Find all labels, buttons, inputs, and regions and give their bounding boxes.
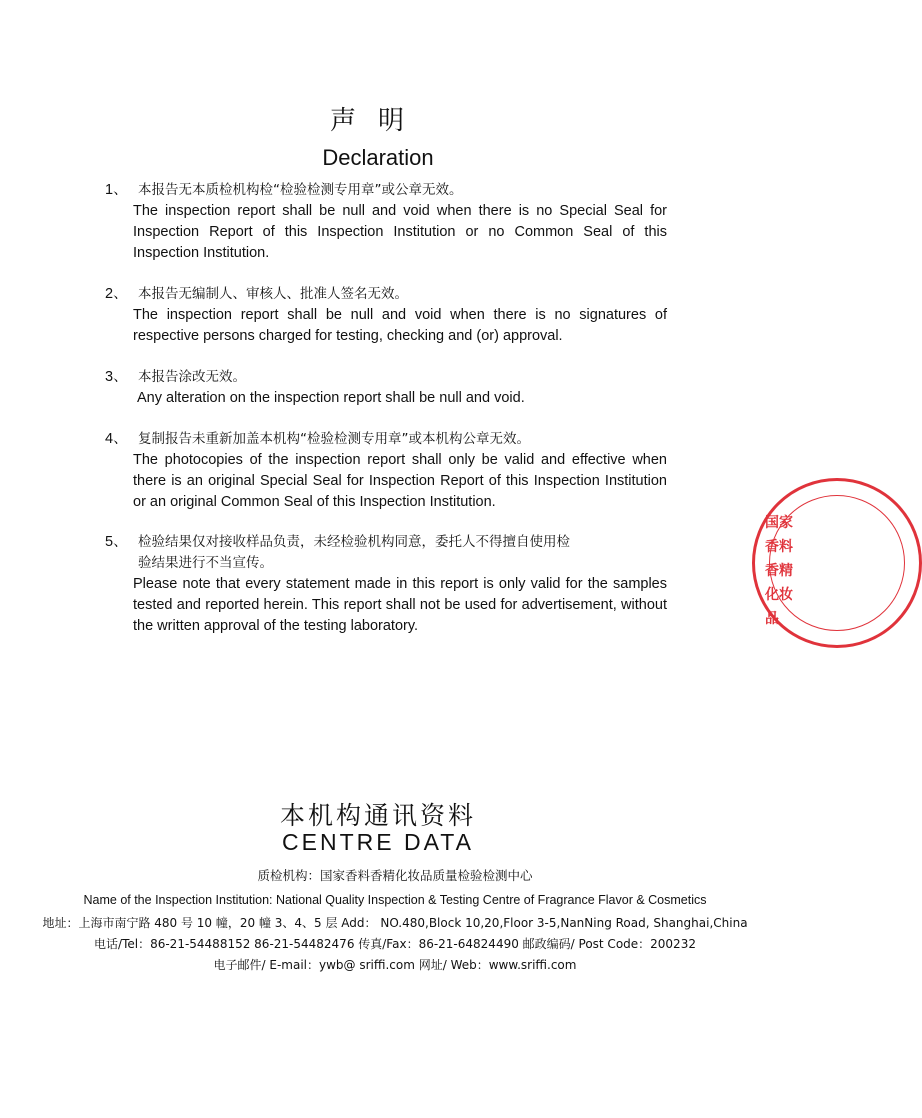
seal-text: 国家香料香精化妆品 bbox=[765, 515, 793, 627]
declaration-item-1 bbox=[105, 180, 667, 264]
item-number: 3、 bbox=[105, 369, 128, 385]
web-line: 电子邮件/ E-mail：ywb@ sriffi.com 网址/ Web：www.sriffi.com bbox=[213, 958, 577, 972]
centre-title-cn: 本机构通讯资料 bbox=[279, 801, 476, 830]
institution-name-cn: 质检机构：国家香料香精化妆品质量检验检测中心 bbox=[257, 868, 533, 883]
item-number: 1、 bbox=[105, 182, 128, 198]
official-seal bbox=[752, 478, 922, 648]
declaration-item-2 bbox=[105, 284, 667, 347]
item-text-en: The inspection report shall be null and void when there is no Special Seal for Inspection Report of this Inspection Institution or no Common Seal of this Inspection Institution. bbox=[133, 203, 667, 261]
item-number: 4、 bbox=[105, 431, 128, 447]
item-number: 5、 bbox=[105, 534, 128, 550]
institution-name-en: Name of the Inspection Institution: National Quality Inspection & Testing Centre of Fragrance Flavor & Cosmetics bbox=[83, 893, 707, 907]
item-text-cn: 本报告无本质检机构检“检验检测专用章”或公章无效。 bbox=[138, 182, 463, 198]
declaration-item-4 bbox=[105, 429, 667, 513]
item-text-en: The photocopies of the inspection report shall only be valid and effective when there is an original Special Seal for Inspection Report of this Inspection Institution or an original Common Seal of this Inspection Institution. bbox=[133, 452, 667, 510]
item-text-cn: 本报告无编制人、审核人、批准人签名无效。 bbox=[138, 286, 408, 302]
declaration-title-en: Declaration bbox=[322, 145, 434, 170]
declaration-item-3 bbox=[105, 367, 667, 409]
item-text-en: The inspection report shall be null and void when there is no signatures of respective persons charged for testing, checking and (or) approval. bbox=[133, 307, 667, 344]
item-text-cn-continued: 验结果进行不当宣传。 bbox=[138, 555, 273, 571]
declaration-title-cn: 声明 bbox=[329, 106, 426, 136]
item-text-cn: 检验结果仅对接收样品负责，未经检验机构同意，委托人不得擅自使用检 bbox=[138, 534, 570, 550]
declaration-item-5 bbox=[105, 532, 667, 637]
item-text-en: Any alteration on the inspection report shall be null and void. bbox=[137, 390, 525, 406]
address-line: 地址：上海市南宁路 480 号 10 幢，20 幢 3、4、5 层 Add： NO.480,Block 10,20,Floor 3-5,NanNing Road, Shanghai,China bbox=[42, 916, 748, 930]
contact-line: 电话/Tel：86-21-54488152 86-21-54482476 传真/Fax：86-21-64824490 邮政编码/ Post Code：200232 bbox=[94, 937, 696, 951]
item-number: 2、 bbox=[105, 286, 128, 302]
item-text-en: Please note that every statement made in this report is only valid for the samples tested and reported herein. This report shall not be used for advertisement, without the written approval of the testing laboratory. bbox=[133, 576, 667, 634]
centre-title-en: CENTRE DATA bbox=[282, 829, 474, 855]
item-text-cn: 本报告涂改无效。 bbox=[138, 369, 246, 385]
item-text-cn: 复制报告未重新加盖本机构“检验检测专用章”或本机构公章无效。 bbox=[138, 431, 530, 447]
